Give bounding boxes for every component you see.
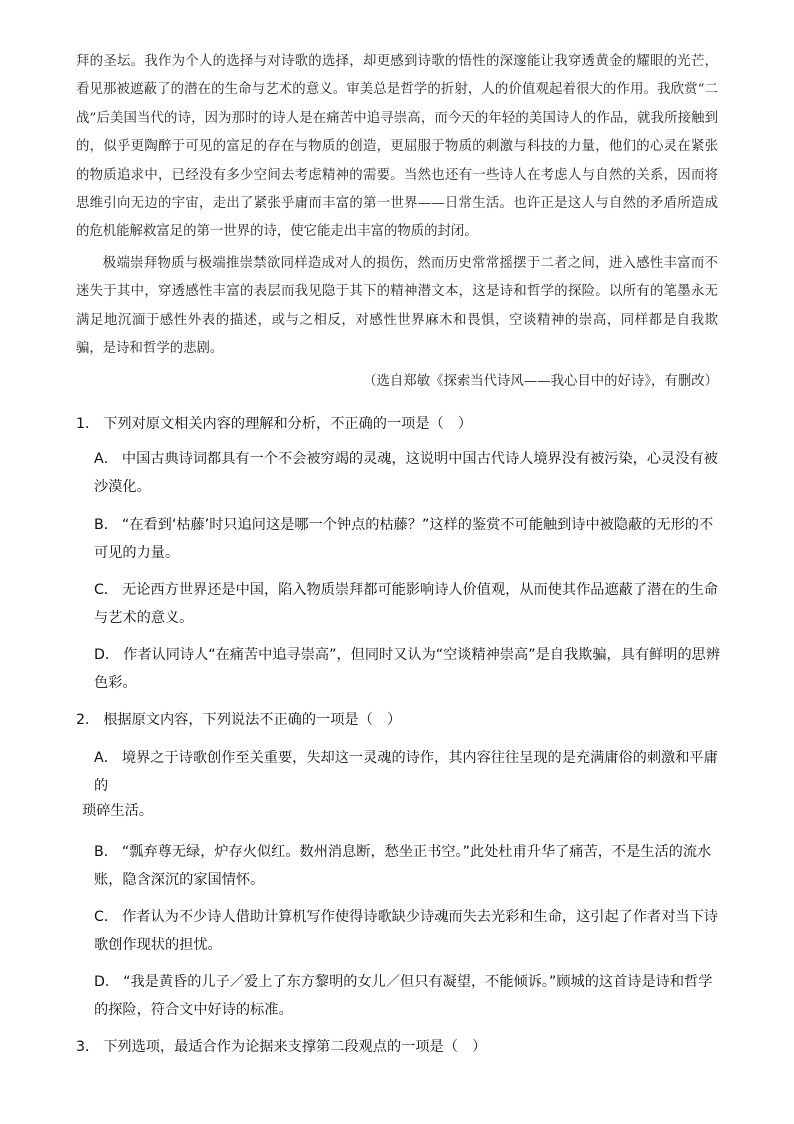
option-text: “在看到‘枯藤’时只追问这是哪一个钟点的枯藤？”这样的鉴赏不可能触到诗中被隐蔽的无形的不可见的力量。: [94, 517, 714, 561]
question-stem: 根据原文内容，下列说法不正确的一项是（ ）: [103, 712, 402, 728]
option-text: “瓢弃尊无绿，炉存火似红。数州消息断，愁坐正书空。”此处杜甫升华了痛苦，不是生活的流水账，隐含深沉的家国情怀。: [94, 844, 712, 888]
question-2-option-c[interactable]: [94, 904, 724, 959]
question-stem: 下列选项，最适合作为论据来支撑第二段观点的一项是（ ）: [103, 1039, 487, 1055]
question-1: [76, 414, 726, 434]
option-letter: C．: [94, 909, 119, 925]
question-number: 2．: [76, 712, 100, 728]
question-2: [76, 710, 726, 730]
option-letter: B．: [94, 844, 118, 860]
option-text: 作者认同诗人“在痛苦中追寻崇高”，但同时又认为“空谈精神崇高”是自我欺骗，具有鲜明的思辨色彩。: [94, 647, 721, 691]
option-letter: D．: [94, 974, 120, 990]
option-letter: D．: [94, 647, 120, 663]
question-2-option-d[interactable]: [94, 969, 724, 1024]
question-3: [76, 1037, 726, 1057]
option-letter: A．: [94, 750, 118, 766]
option-text: 中国古典诗词都具有一个不会被穷竭的灵魂，这说明中国古代诗人境界没有被污染，心灵没有被沙漠化。: [94, 451, 718, 495]
question-2-option-a[interactable]: [94, 745, 724, 800]
option-letter: A．: [94, 451, 118, 467]
question-1-option-c[interactable]: [94, 577, 724, 632]
option-text: 境界之于诗歌创作至关重要，失却这一灵魂的诗作，其内容往往呈现的是充满庸俗的刺激和平庸的: [94, 750, 718, 794]
passage-paragraph-2: 极端崇拜物质与极端推崇禁欲同样造成对人的损伤，然而历史常常摇摆于二者之间，进入感性丰富而不迷失于其中，穿透感性丰富的表层而我见隐于其下的精神潜文本，这是诗和哲学的探险。以所有的笔墨永无满足地沉湎于感性外表的描述，或与之相反，对感性世界麻木和畏惧，空谈精神的崇高，同样都是自我欺骗，是诗和哲学的悲剧。: [76, 256, 718, 357]
option-text: “我是黄昏的儿子／爱上了东方黎明的女儿／但只有凝望，不能倾诉。”顾城的这首诗是诗和哲学的探险，符合文中好诗的标准。: [94, 974, 713, 1018]
question-1-option-d[interactable]: [94, 642, 724, 697]
option-letter: C．: [94, 582, 119, 598]
question-stem: 下列对原文相关内容的理解和分析，不正确的一项是（ ）: [103, 416, 473, 432]
question-2-option-a-continuation: 琐碎生活。: [82, 803, 153, 819]
option-text: 无论西方世界还是中国，陷入物质崇拜都可能影响诗人价值观，从而使其作品遮蔽了潜在的生命与艺术的意义。: [94, 582, 718, 626]
option-text: 作者认为不少诗人借助计算机写作使得诗歌缺少诗魂而失去光彩和生命，这引起了作者对当下诗歌创作现状的担忧。: [94, 909, 718, 953]
question-2-option-b[interactable]: [94, 839, 724, 894]
option-letter: B．: [94, 517, 118, 533]
passage-paragraph-1: 拜的圣坛。我作为个人的选择与对诗歌的选择，却更感到诗歌的悟性的深邃能让我穿透黄金的耀眼的光芒，看见那被遮蔽了的潜在的生命与艺术的意义。审美总是哲学的折射，人的价值观起着很大的作用。我欣赏“二战”后美国当代的诗，因为那时的诗人是在痛苦中追寻崇高，而今天的年轻的美国诗人的作品，就我所接触到的，似乎更陶醉于可见的富足的存在与物质的创造，更屈服于物质的刺激与科技的力量，他们的心灵在紧张的物质追求中，已经没有多少空间去考虑精神的需要。当然也还有一些诗人在考虑人与自然的关系，因而将思维引向无边的宇宙，走出了紧张乎庸而丰富的第一世界——日常生活。也许正是这人与自然的矛盾所造成的危机能解救富足的第一世界的诗，使它能走出丰富的物质的封闭。: [76, 54, 718, 240]
question-1-option-a[interactable]: [94, 446, 724, 501]
question-number: 1．: [76, 416, 100, 432]
passage-source: （选自郑敏《探索当代诗风——我心目中的好诗》，有删改）: [363, 374, 718, 389]
question-1-option-b[interactable]: [94, 512, 724, 567]
question-number: 3．: [76, 1039, 100, 1055]
